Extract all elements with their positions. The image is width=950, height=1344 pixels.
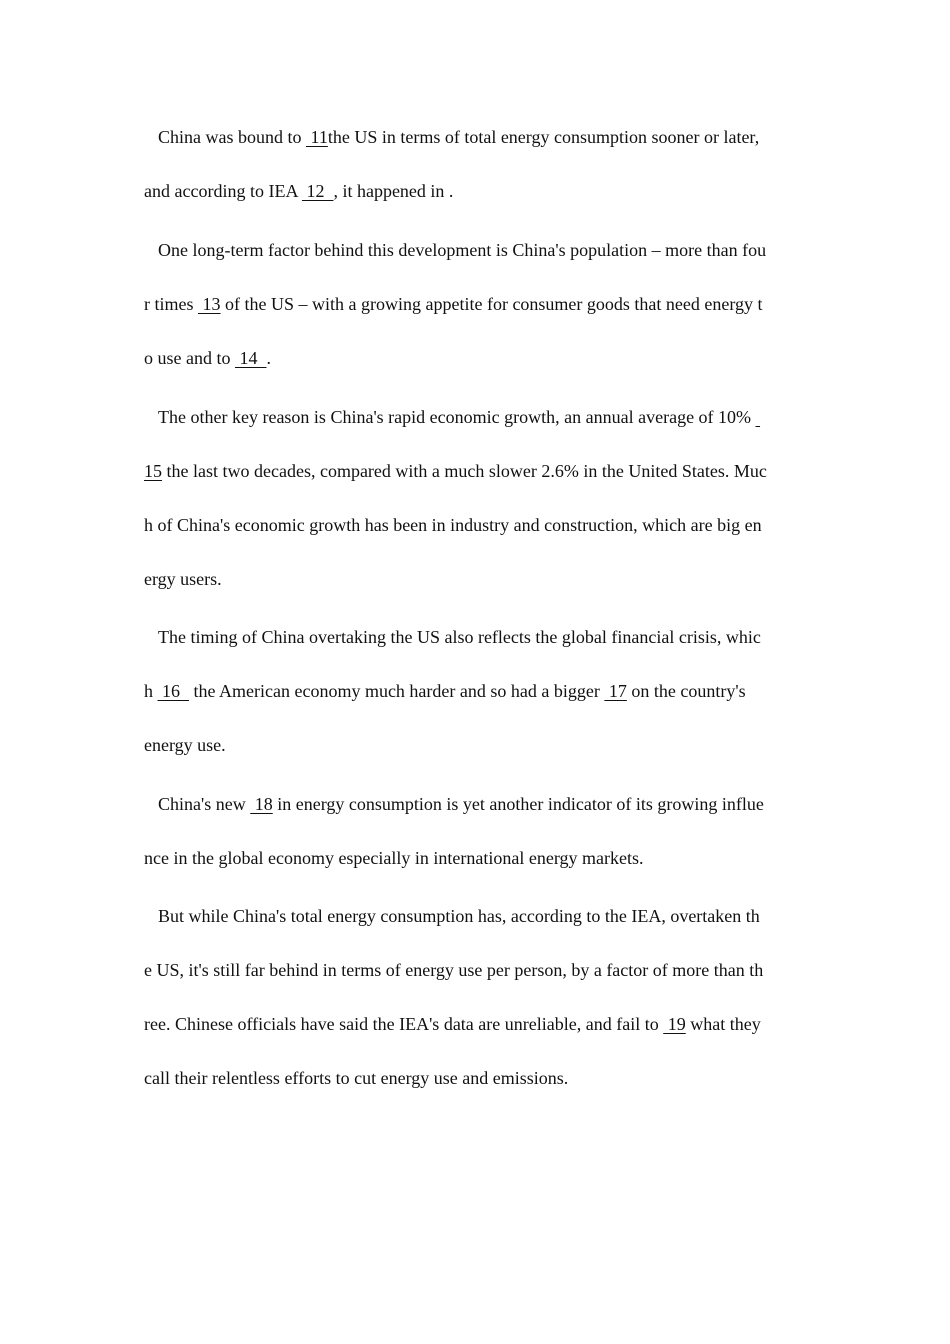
paragraph-5-line-1: [158, 792, 764, 816]
text: ree. Chinese officials have said the IEA's data are unreliable, and fail to: [144, 1014, 664, 1034]
text: h: [144, 681, 158, 701]
blank-16: 16: [157, 681, 189, 701]
paragraph-4-line-2: [144, 679, 746, 703]
paragraph-2-line-1: [158, 238, 766, 262]
text: what they: [685, 1014, 761, 1034]
paragraph-4-line-1: [158, 625, 761, 649]
text: the last two decades, compared with a much slower 2.6% in the United States. Muc: [162, 461, 767, 481]
paragraph-3-line-4: [144, 567, 222, 591]
text: The timing of China overtaking the US also reflects the global financial crisis, whic: [158, 627, 761, 647]
paragraph-2-line-2: [144, 292, 763, 316]
blank-12: 12: [301, 181, 334, 201]
paragraph-3-line-3: [144, 513, 762, 537]
paragraph-6-line-1: [158, 904, 760, 928]
text: , it happened in .: [333, 181, 454, 201]
text: But while China's total energy consumption has, according to the IEA, overtaken th: [158, 906, 760, 926]
paragraph-1-line-2: [144, 179, 453, 203]
paragraph-3-line-1: [158, 405, 760, 429]
text: and according to IEA: [144, 181, 302, 201]
text: the US in terms of total energy consumption sooner or later,: [327, 127, 760, 147]
paragraph-6-line-4: [144, 1066, 568, 1090]
paragraph-1-line-1: [158, 125, 759, 149]
text: The other key reason is China's rapid economic growth, an annual average of 10%: [158, 407, 756, 427]
text: ergy users.: [144, 569, 222, 589]
text: r times: [144, 294, 198, 314]
text: One long-term factor behind this development is China's population – more than fou: [158, 240, 767, 260]
blank-11: 11: [306, 127, 328, 147]
text: e US, it's still far behind in terms of energy use per person, by a factor of more than th: [144, 960, 764, 980]
text: China's new: [158, 794, 251, 814]
text: of the US – with a growing appetite for consumer goods that need energy t: [220, 294, 763, 314]
paragraph-3-line-2: [144, 459, 767, 483]
paragraph-6-line-2: [144, 958, 763, 982]
text: in energy consumption is yet another indicator of its growing influe: [272, 794, 764, 814]
blank-19: 19: [663, 1014, 686, 1034]
blank-14: 14: [234, 348, 267, 368]
blank-18: 18: [250, 794, 273, 814]
text: h of China's economic growth has been in industry and construction, which are big en: [144, 515, 762, 535]
paragraph-5-line-2: [144, 846, 644, 870]
text: energy use.: [144, 735, 226, 755]
text: o use and to: [144, 348, 235, 368]
blank-15-start: [756, 407, 761, 427]
paragraph-6-line-3: [144, 1012, 761, 1036]
paragraph-2-line-3: [144, 346, 271, 370]
blank-13: 13: [198, 294, 221, 314]
text: the American economy much harder and so had a bigger: [189, 681, 605, 701]
text: China was bound to: [158, 127, 306, 147]
text: .: [266, 348, 271, 368]
paragraph-4-line-3: [144, 733, 226, 757]
text: nce in the global economy especially in international energy markets.: [144, 848, 644, 868]
blank-17: 17: [604, 681, 627, 701]
text: on the country's: [626, 681, 746, 701]
text: call their relentless efforts to cut energy use and emissions.: [144, 1068, 569, 1088]
blank-15: 15: [144, 461, 162, 481]
